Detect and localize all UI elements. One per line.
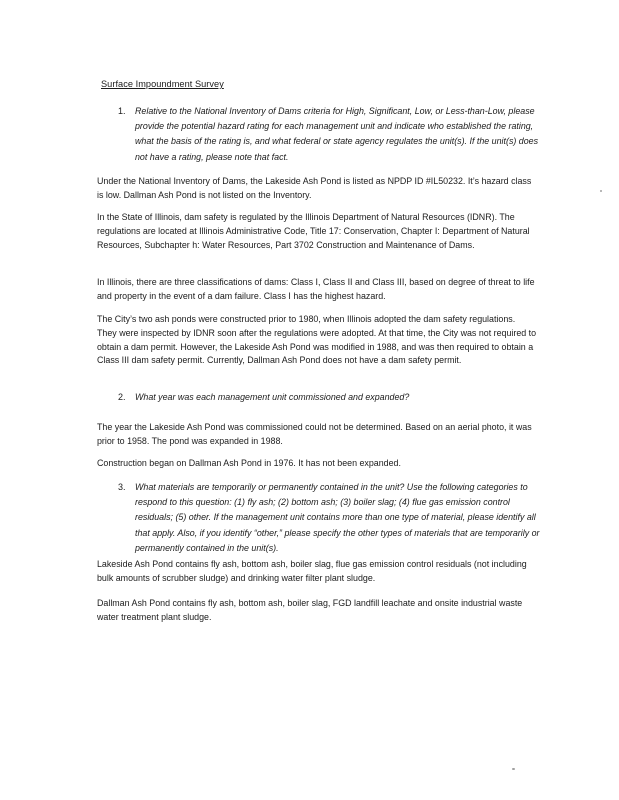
- paragraph-lakeside-contents: Lakeside Ash Pond contains fly ash, bottom ash, boiler slag, flue gas emission control residuals (not including bulk amounts of scrubber sludge) and drinking water filter plant sludge.: [97, 559, 527, 583]
- paragraph-dallman-construction: Construction began on Dallman Ash Pond in 1976. It has not been expanded.: [97, 458, 401, 468]
- question-number: 3.: [118, 482, 126, 492]
- paragraph-nid-listing: Under the National Inventory of Dams, the Lakeside Ash Pond is listed as NPDP ID #IL50232. It’s hazard class is low. Dallman Ash Pond is not listed on the Inventory.: [97, 176, 532, 200]
- paragraph-lakeside-commissioned: The year the Lakeside Ash Pond was commissioned could not be determined. Based on an aerial photo, it was prior to 1958. The pond was expanded in 1988.: [97, 422, 532, 446]
- paragraph-idnr-regulation: In the State of Illinois, dam safety is regulated by the Illinois Department of Natural Resources (IDNR). The regulations are located at Illinois Administrative Code, Title 17: Conservation, Chapter I: Department of Natural Resources, Subchapter h: Water Resources, Part 3702 Construction and Maintenance of Dams.: [97, 212, 530, 250]
- section-heading: Surface Impoundment Survey: [101, 79, 224, 89]
- question-text: Relative to the National Inventory of Dams criteria for High, Significant, Low, or Less-than-Low, please provide the potential hazard rating for each management unit and indicate who established the rating, what the basis of the rating is, and what federal or state agency regulates the unit(s). If the unit(s) does not have a rating, please note that fact.: [135, 106, 539, 162]
- paragraph-dam-classes: In Illinois, there are three classifications of dams: Class I, Class II and Class III, based on degree of threat to life and property in the event of a dam failure. Class I has the highest hazard.: [97, 277, 535, 301]
- scan-speck: [600, 190, 602, 192]
- paragraph-dallman-contents: Dallman Ash Pond contains fly ash, bottom ash, boiler slag, FGD landfill leachate and onsite industrial waste water treatment plant sludge.: [97, 598, 523, 622]
- question-number: 2.: [118, 392, 126, 402]
- question-text: What materials are temporarily or permanently contained in the unit? Use the following categories to respond to this question: (1) fly ash; (2) bottom ash; (3) boiler slag; (4) flue gas emission control residuals; (5) other. If the management unit contains more than one type of material, please identify all that apply. Also, if you identify “other,” please specify the other types of materials that are temporarily or permanently contained in the unit(s).: [135, 482, 540, 553]
- scan-speck: [512, 768, 515, 770]
- paragraph-permit-history: The City’s two ash ponds were constructed prior to 1980, when Illinois adopted the dam safety regulations. They were inspected by IDNR soon after the regulations were adopted. At that time, the City was not required to obtain a dam permit. However, the Lakeside Ash Pond was modified in 1988, and was then required to obtain a Class III dam safety permit. Currently, Dallman Ash Pond does not have a dam safety permit.: [97, 314, 537, 366]
- question-text: What year was each management unit commissioned and expanded?: [135, 392, 410, 402]
- question-number: 1.: [118, 106, 126, 116]
